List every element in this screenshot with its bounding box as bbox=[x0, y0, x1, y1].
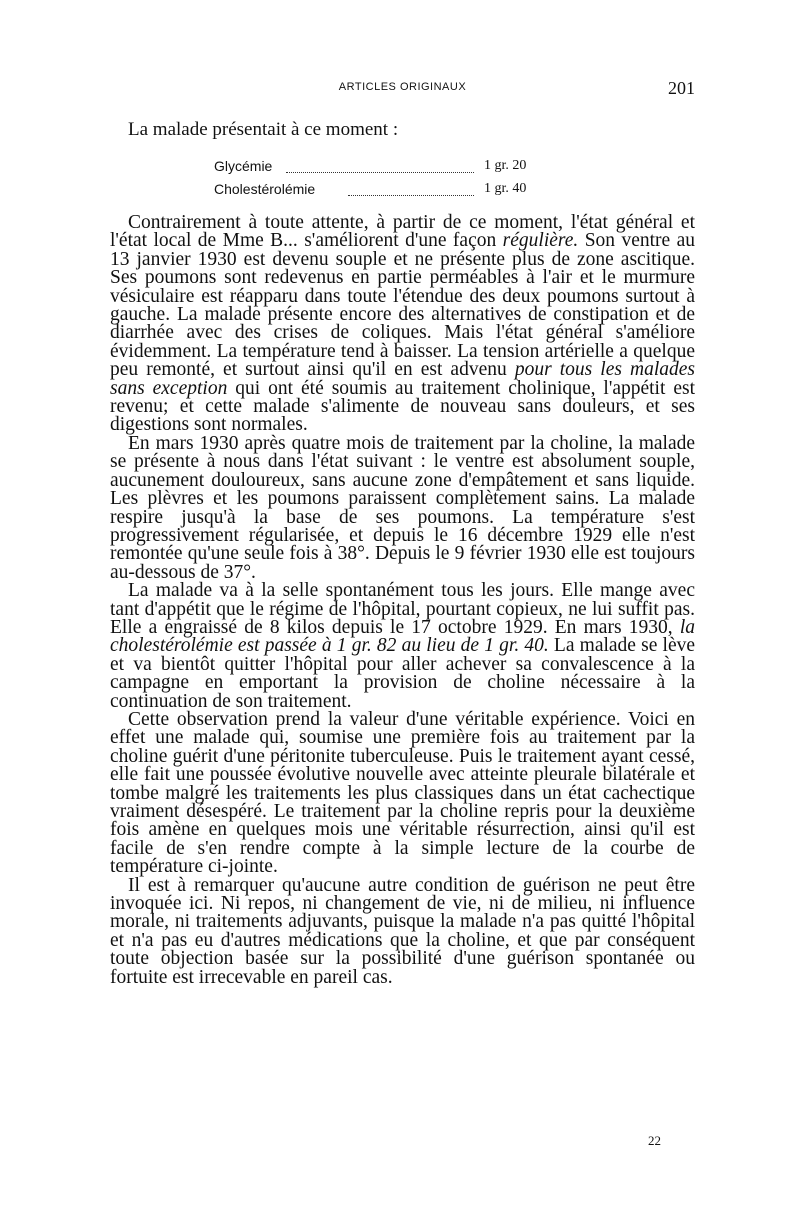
text-run: Son ventre au 13 janvier 1930 est devenu souple et ne présente plus de zone ascitique. Ses poumons sont redevenus en partie perméables à l'air et le murmure vésiculaire est réapparu dans toute l'étendue des deux poumons surtout à gauche. La malade présente encore des alternatives de constipation et de diarrhée avec des crises de coliques. Mais l'état général s'améliore évidemment. La température tend à baisser. La tension artérielle a quelque peu remonté, et surtout ainsi qu'il en est advenu bbox=[110, 230, 695, 381]
paragraph-2: En mars 1930 après quatre mois de traitement par la choline, la malade se présente à nous dans l'état suivant : le ventre est absolument souple, aucunement douloureux, sans aucune zone d'empâtement et sans liquide. Les plèvres et les poumons paraissent complètement sains. La malade respire jusqu'à la base de ses poumons. La température s'est progressivement régularisée, et depuis le 16 décembre 1929 elle n'est remontée qu'une seule fois à 38°. Depuis le 9 février 1930 elle est toujours au-dessous de 37°. bbox=[110, 432, 695, 583]
lab-row-glycemie bbox=[214, 158, 574, 181]
italic-run: la cholestérolémie est passée à 1 gr. 82 au lieu de 1 gr. 40. bbox=[110, 616, 695, 657]
italic-run: pour tous les malades sans exception bbox=[110, 359, 696, 399]
intro-sentence: La malade présentait à ce moment : bbox=[128, 119, 399, 140]
paragraph-1 bbox=[110, 214, 695, 435]
leader-dots bbox=[286, 162, 474, 173]
lab-name: Glycémie bbox=[214, 158, 273, 174]
page-header bbox=[110, 78, 695, 98]
leader-dots bbox=[348, 185, 474, 196]
lab-value: 1 gr. 40 bbox=[484, 181, 527, 196]
text-run: qui ont été soumis au traitement cholinique, l'appétit est revenu; et cette malade s'alimente de nouveau sans douleurs, et ses digestions sont normales. bbox=[110, 377, 696, 436]
article-body bbox=[110, 214, 695, 987]
signature-number: 22 bbox=[648, 1133, 661, 1148]
lab-values-table bbox=[214, 158, 574, 204]
lab-row-cholesterolemie bbox=[214, 181, 574, 204]
text-run: La malade se lève et va bientôt quitter l'hôpital pour aller achever sa convalescence à la campagne en emportant la provision de choline nécessaire à la continuation de son traitement. bbox=[110, 635, 695, 712]
page-number: 201 bbox=[668, 78, 695, 98]
text-run: Contrairement à toute attente, à partir de ce moment, l'état général et l'état local de Mme B... s'améliorent d'une façon bbox=[110, 212, 695, 252]
paragraph-5: Il est à remarquer qu'aucune autre condition de guérison ne peut être invoquée ici. Ni repos, ni changement de vie, ni de milieu, ni influence morale, ni traitements adjuvants, puisque la malade n'a pas quitté l'hôpital et n'a pas eu d'autres médications que la choline, et que par conséquent toute objection basée sur la possibilité d'une guérison spontanée ou fortuite est irrecevable en pareil cas. bbox=[110, 874, 695, 988]
text-run: La malade va à la selle spontanément tous les jours. Elle mange avec tant d'appétit que le régime de l'hôpital, pourtant copieux, ne lui suffit pas. Elle a engraissé de 8 kilos depuis le 17 octobre 1929. En mars 1930, bbox=[110, 580, 695, 638]
running-head: ARTICLES ORIGINAUX bbox=[338, 81, 467, 93]
italic-run: régulière. bbox=[502, 230, 579, 252]
paragraph-3 bbox=[110, 582, 695, 711]
lab-name: Cholestérolémie bbox=[214, 181, 316, 197]
lab-value: 1 gr. 20 bbox=[484, 158, 527, 173]
paragraph-4: Cette observation prend la valeur d'une véritable expérience. Voici en effet une malade qui, soumise une première fois au traitement par la choline guérit d'une péritonite tuberculeuse. Puis le traitement ayant cessé, elle fait une poussée évolutive nouvelle avec atteinte pleurale bilatérale et tombe malgré les traitements les plus classiques dans un état cachectique vraiment désespéré. Le traitement par la choline repris pour la deuxième fois amène en quelques mois une véritable résurrection, ainsi qu'il est facile de s'en rendre compte à la simple lecture de la courbe de température ci-jointe. bbox=[110, 708, 695, 878]
